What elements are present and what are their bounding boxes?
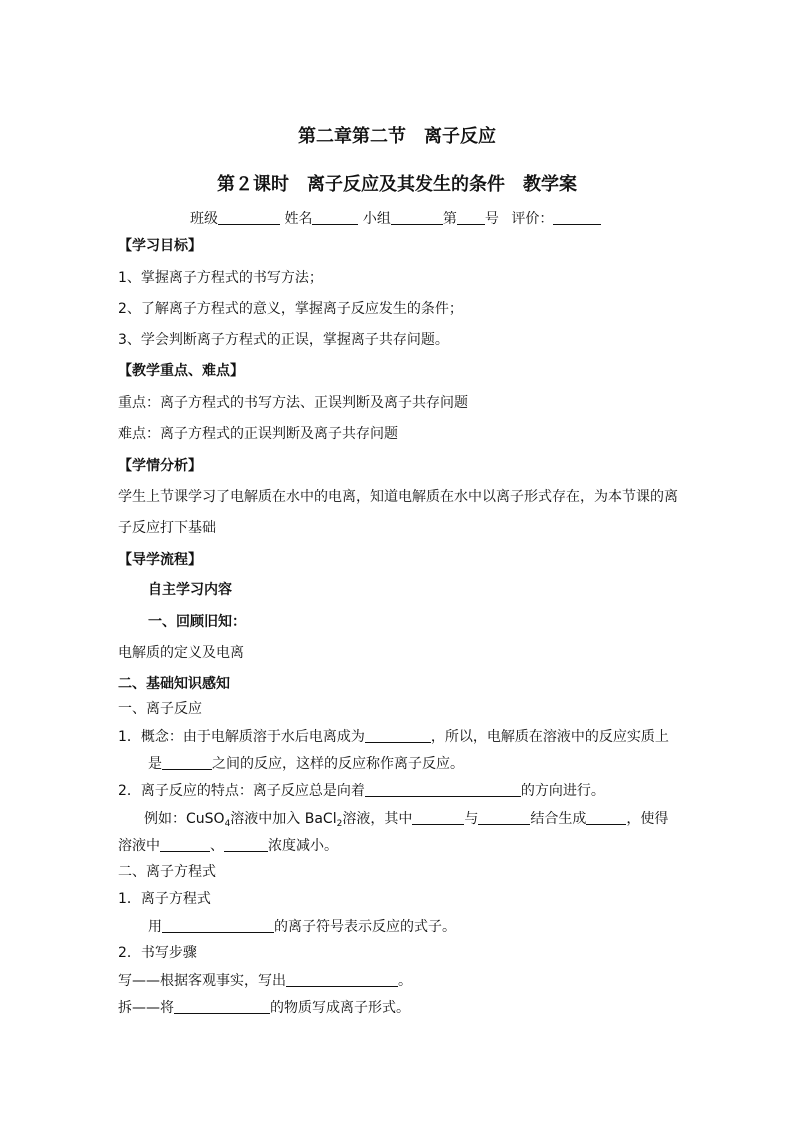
- feature-line: [118, 782, 605, 799]
- concept-blank-1[interactable]: [365, 728, 431, 743]
- concept-line: [118, 728, 669, 745]
- goals-heading: 【学习目标】: [118, 238, 202, 254]
- example-text: 、: [210, 838, 224, 854]
- example-text: 溶液，其中: [342, 811, 413, 827]
- self-study-heading: 自主学习内容: [148, 582, 232, 598]
- concept-text: 是: [148, 756, 162, 772]
- review-heading: 一、回顾旧知：: [148, 614, 246, 630]
- number-suffix: 号: [484, 211, 499, 227]
- example-text: 结合生成: [530, 811, 587, 827]
- class-blank[interactable]: [218, 210, 280, 225]
- equation-blank[interactable]: [162, 918, 274, 933]
- student-info-line: [190, 208, 601, 228]
- basics-heading: 二、基础知识感知: [118, 676, 230, 692]
- eval-label: 评价：: [511, 211, 554, 227]
- goal-item: 2、了解离子方程式的意义，掌握离子反应发生的条件；: [118, 301, 463, 317]
- section-ion-reaction: 一、离子反应: [118, 701, 202, 717]
- subscript: 2: [336, 819, 343, 829]
- concept-text: 1．概念：由于电解质溶于水后电离成为: [118, 729, 365, 745]
- section-ionic-equation: 二、离子方程式: [118, 864, 216, 880]
- example-text: 溶液中加入 BaCl: [230, 811, 337, 827]
- example-blank-4[interactable]: [160, 837, 210, 852]
- example-blank-5[interactable]: [224, 837, 268, 852]
- step-split: [118, 999, 410, 1016]
- example-line: [144, 810, 668, 832]
- example-line-2: [118, 837, 338, 854]
- analysis-heading: 【学情分析】: [118, 458, 202, 474]
- split-blank[interactable]: [174, 999, 270, 1014]
- group-label: 小组: [362, 211, 391, 227]
- write-blank[interactable]: [286, 972, 398, 987]
- example-blank-2[interactable]: [478, 810, 530, 825]
- example-blank-1[interactable]: [412, 810, 464, 825]
- analysis-text: 学生上节课学习了电解质在水中的电离，知道电解质在水中以离子形式存在，为本节课的离: [118, 489, 678, 505]
- name-blank[interactable]: [312, 210, 358, 225]
- concept-line-2: [148, 755, 464, 772]
- example-blank-3[interactable]: [586, 810, 626, 825]
- example-text: 与: [464, 811, 479, 827]
- group-blank[interactable]: [391, 210, 443, 225]
- number-prefix: 第: [442, 211, 457, 227]
- number-blank[interactable]: [457, 210, 485, 225]
- keypoints-heading: 【教学重点、难点】: [118, 363, 244, 379]
- example-text: ，使得: [626, 811, 669, 827]
- step-write: [118, 972, 412, 989]
- review-item: 电解质的定义及电离: [118, 645, 244, 661]
- concept-text: 之间的反应，这样的反应称作离子反应。: [212, 756, 464, 772]
- step-text: 的物质写成离子形式。: [270, 1000, 410, 1016]
- flow-heading: 【导学流程】: [118, 552, 202, 568]
- step-text: 写——根据客观事实，写出: [118, 973, 286, 989]
- eval-blank[interactable]: [553, 210, 601, 225]
- step-text: 拆——将: [118, 1000, 174, 1016]
- feature-text: 的方向进行。: [520, 783, 605, 799]
- class-label: 班级: [190, 211, 218, 227]
- goal-item: 3、学会判断离子方程式的正误，掌握离子共存问题。: [118, 332, 449, 348]
- difficulty-text: 难点：离子方程式的正误判断及离子共存问题: [118, 426, 398, 442]
- chapter-title: 第二章第二节 离子反应: [298, 126, 496, 147]
- concept-text: ，所以，电解质在溶液中的反应实质上: [430, 729, 669, 745]
- equation-heading: 1．离子方程式: [118, 891, 211, 907]
- example-text: 溶液中: [118, 838, 160, 854]
- lesson-subtitle: 第２课时 离子反应及其发生的条件 教学案: [217, 174, 577, 195]
- steps-heading: 2．书写步骤: [118, 945, 197, 961]
- example-text: 例如：CuSO: [144, 811, 225, 827]
- goal-item: 1、掌握离子方程式的书写方法；: [118, 270, 323, 286]
- feature-blank[interactable]: [365, 782, 521, 797]
- name-label: 姓名: [284, 211, 313, 227]
- feature-text: 2．离子反应的特点：离子反应总是向着: [118, 783, 365, 799]
- step-text: 。: [398, 973, 412, 989]
- analysis-text: 子反应打下基础: [118, 520, 216, 536]
- focus-text: 重点：离子方程式的书写方法、正误判断及离子共存问题: [118, 395, 468, 411]
- concept-blank-2[interactable]: [162, 755, 212, 770]
- equation-text: 的离子符号表示反应的式子。: [274, 919, 456, 935]
- example-text: 浓度减小。: [268, 838, 338, 854]
- equation-text: 用: [148, 919, 162, 935]
- subscript: 4: [224, 819, 231, 829]
- equation-definition: [148, 918, 456, 935]
